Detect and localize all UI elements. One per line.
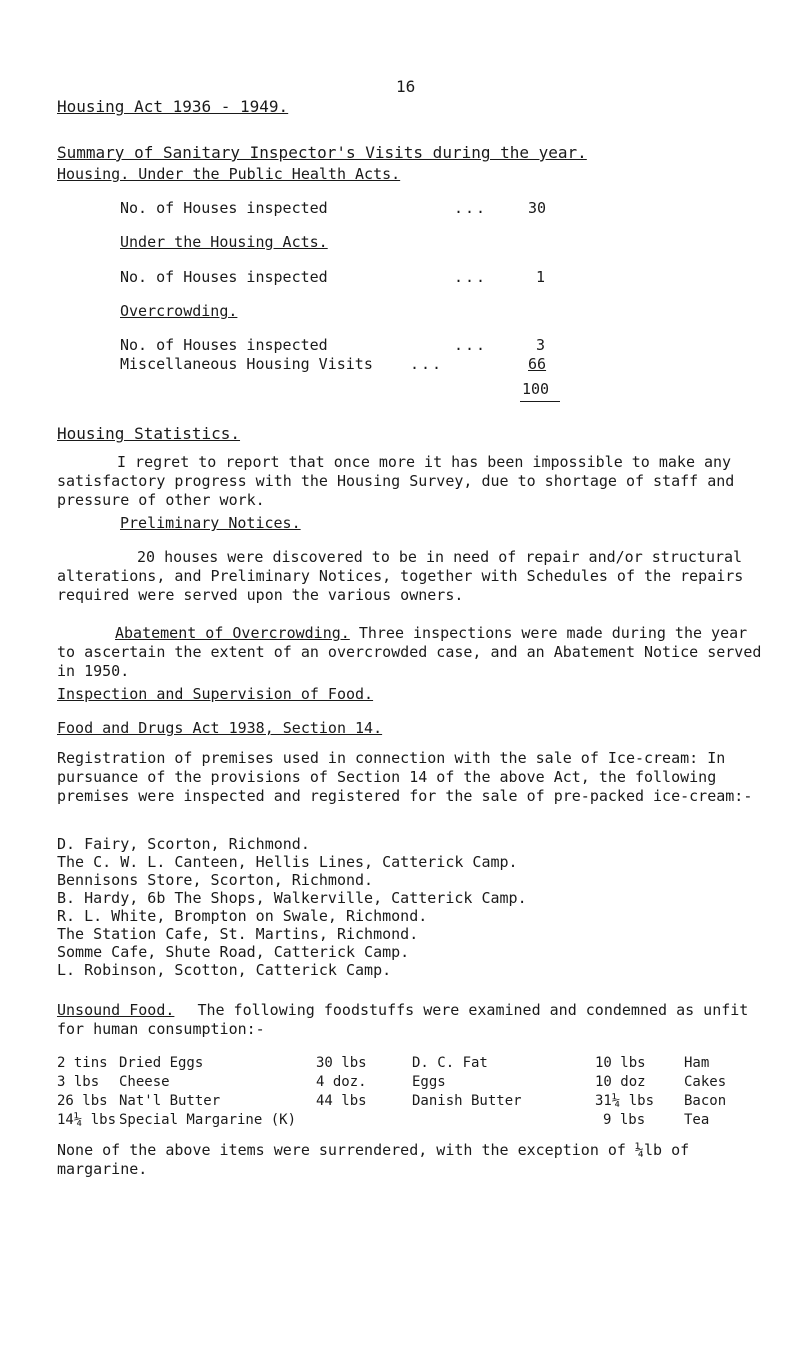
premises-item: D. Fairy, Scorton, Richmond.: [57, 835, 310, 853]
qty-c: 10 lbs: [595, 1055, 646, 1071]
item-b: D. C. Fat: [412, 1055, 488, 1071]
row-dots: ...: [454, 336, 488, 354]
abatement-paragraph: Three inspections were made during the year to ascertain the extent of an overcrowded case, and an Abatement Notice served in 1950.: [57, 624, 762, 680]
row-label: No. of Houses inspected: [120, 336, 328, 354]
qty-b: 4 doz.: [316, 1074, 367, 1090]
row-label: No. of Houses inspected: [120, 268, 328, 286]
item-b: Eggs: [412, 1074, 446, 1090]
item-b: Danish Butter: [412, 1093, 522, 1109]
premises-item: The C. W. L. Canteen, Hellis Lines, Catterick Camp.: [57, 853, 518, 871]
preliminary-notices-paragraph: 20 houses were discovered to be in need of repair and/or structural alterations, and Preliminary Notices, together with Schedules of the repairs required were served upon the various owners.: [57, 548, 744, 604]
abatement-section: [57, 624, 772, 681]
premises-item: Bennisons Store, Scorton, Richmond.: [57, 871, 374, 889]
table-row: [57, 1074, 777, 1093]
premises-item: Somme Cafe, Shute Road, Catterick Camp.: [57, 943, 410, 961]
housing-statistics-heading: Housing Statistics.: [57, 424, 241, 443]
food-drugs-act-heading: Food and Drugs Act 1938, Section 14.: [57, 719, 383, 737]
row-label: Miscellaneous Housing Visits: [120, 355, 373, 373]
row-label: No. of Houses inspected: [120, 199, 328, 217]
qty-a: 26 lbs: [57, 1093, 108, 1109]
item-c: Ham: [684, 1055, 710, 1071]
row-value: 30: [528, 199, 547, 217]
housing-acts-heading: Under the Housing Acts.: [120, 233, 328, 251]
row-value: 1: [536, 268, 546, 286]
row-dots: ...: [410, 355, 444, 373]
qty-c: 31¼ lbs: [595, 1093, 655, 1109]
premises-item: R. L. White, Brompton on Swale, Richmond.: [57, 907, 428, 925]
unsound-food-heading: Unsound Food.: [57, 1001, 175, 1019]
item-c: Bacon: [684, 1093, 727, 1109]
visits-row-miscellaneous: [120, 355, 570, 373]
item-a: Special Margarine (K): [119, 1112, 297, 1128]
total-rule: [520, 401, 560, 402]
qty-a: 3 lbs: [57, 1074, 100, 1090]
row-dots: ...: [454, 268, 488, 286]
visits-row-overcrowding: [120, 336, 570, 354]
preliminary-notices-heading: Preliminary Notices.: [120, 514, 301, 532]
page-number: 16: [396, 77, 416, 96]
premises-item: B. Hardy, 6b The Shops, Walkerville, Catterick Camp.: [57, 889, 527, 907]
document-title: Housing Act 1936 - 1949.: [57, 97, 289, 116]
registration-paragraph: Registration of premises used in connection with the sale of Ice-cream: In pursuance of the provisions of Section 14 of the above Act, the following premises were inspected and registered for the sale of pre-packed ice-cream:-: [57, 749, 753, 805]
overcrowding-heading: Overcrowding.: [120, 302, 238, 320]
table-row: [57, 1093, 777, 1112]
visits-total: 100: [522, 380, 550, 398]
abatement-heading: Abatement of Overcrowding.: [115, 624, 350, 642]
item-a: Nat'l Butter: [119, 1093, 221, 1109]
item-a: Dried Eggs: [119, 1055, 204, 1071]
item-c: Tea: [684, 1112, 710, 1128]
unsound-food-intro: The following foodstuffs were examined and condemned as unfit for human consumption:-: [57, 1001, 749, 1038]
qty-a: 14¼ lbs: [57, 1112, 117, 1128]
qty-c: 9 lbs: [603, 1112, 646, 1128]
qty-c: 10 doz: [595, 1074, 646, 1090]
registered-premises-list: [57, 835, 757, 979]
row-value: 3: [536, 336, 546, 354]
food-inspection-heading: Inspection and Supervision of Food.: [57, 685, 374, 703]
qty-b: 44 lbs: [316, 1093, 367, 1109]
row-dots: ...: [454, 199, 488, 217]
item-a: Cheese: [119, 1074, 170, 1090]
table-row: [57, 1112, 777, 1131]
qty-a: 2 tins: [57, 1055, 108, 1071]
closing-paragraph: None of the above items were surrendered, with the exception of ¼lb of margarine.: [57, 1141, 690, 1178]
summary-heading: Summary of Sanitary Inspector's Visits during the year.: [57, 143, 587, 162]
row-value: 66: [528, 355, 547, 373]
condemned-food-table: [57, 1055, 777, 1131]
premises-item: The Station Cafe, St. Martins, Richmond.: [57, 925, 419, 943]
visits-row-housing-acts: [120, 268, 570, 286]
qty-b: 30 lbs: [316, 1055, 367, 1071]
visits-row-public-health: [120, 199, 570, 217]
unsound-food-section: [57, 1001, 777, 1039]
public-health-heading: Housing. Under the Public Health Acts.: [57, 165, 401, 183]
table-row: [57, 1055, 777, 1074]
housing-statistics-paragraph: I regret to report that once more it has been impossible to make any satisfactory progress with the Housing Survey, due to shortage of staff and pressure of other work.: [57, 453, 735, 509]
item-c: Cakes: [684, 1074, 727, 1090]
premises-item: L. Robinson, Scotton, Catterick Camp.: [57, 961, 392, 979]
